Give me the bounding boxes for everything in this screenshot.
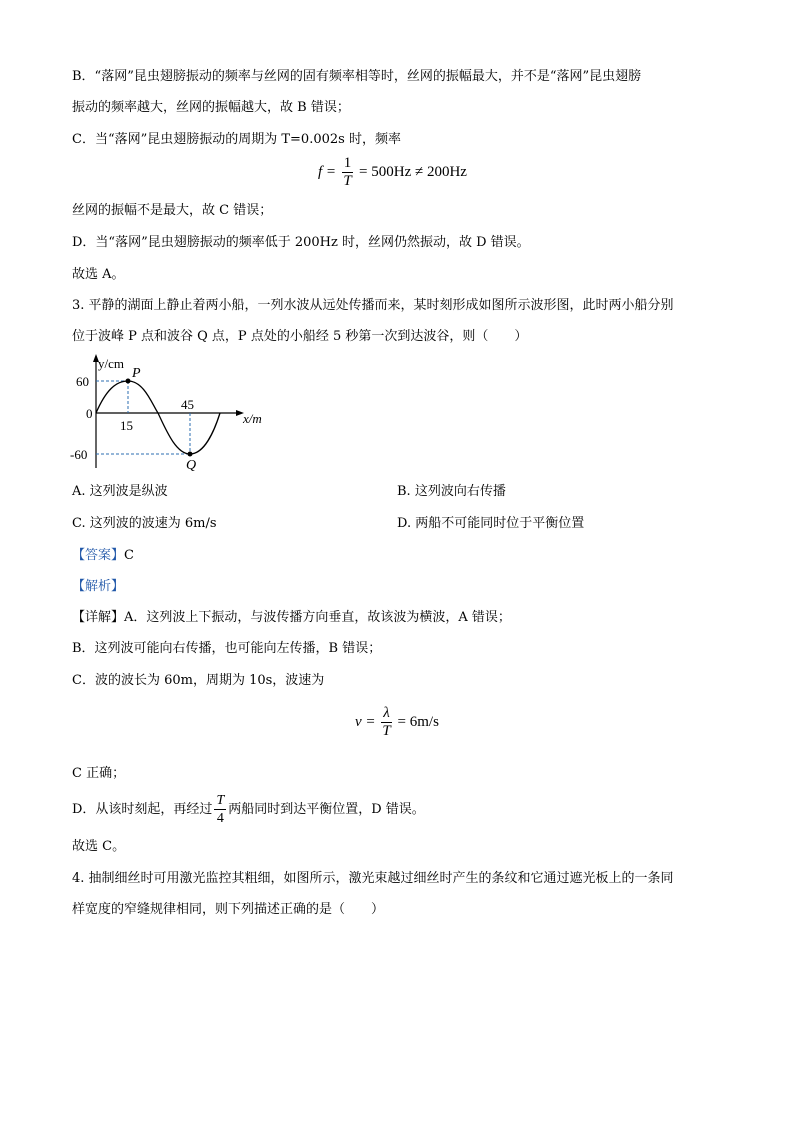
option-c: C. 这列波的波速为 6m/s bbox=[72, 516, 217, 531]
question-4-line1: 4. 抽制细丝时可用激光监控其粗细，如图所示，激光束越过细丝时产生的条纹和它通过遮光板上的一条同 bbox=[72, 871, 674, 886]
option-c-explanation-line2: 丝网的振幅不是最大，故 C 错误； bbox=[72, 203, 273, 218]
question-3-line1: 3. 平静的湖面上静止着两小船，一列水波从远处传播而来，某时刻形成如图所示波形图，此时两小船分别 bbox=[72, 298, 674, 313]
option-b: B. 这列波向右传播 bbox=[397, 484, 506, 499]
tick-label-15: 15 bbox=[120, 418, 133, 433]
formula-lhs: f = bbox=[318, 163, 337, 180]
option-d: D. 两船不可能同时位于平衡位置 bbox=[397, 516, 585, 531]
option-b-explanation-line2: 振动的频率越大，丝网的振幅越大，故 B 错误； bbox=[72, 100, 350, 115]
formula2-fraction bbox=[381, 705, 392, 740]
tick-label-0: 0 bbox=[86, 406, 93, 421]
detail-b-line: B．这列波可能向右传播，也可能向左传播，B 错误； bbox=[72, 641, 382, 656]
x-axis-label: x/m bbox=[243, 411, 262, 426]
tick-label-45: 45 bbox=[181, 397, 194, 412]
wave-speed-formula bbox=[355, 705, 439, 740]
question-4-line2: 样宽度的窄缝规律相同，则下列描述正确的是（ ） bbox=[72, 902, 385, 917]
choose-c-text: 故选 C。 bbox=[72, 839, 126, 854]
detail-d-suffix: 两船同时到达平衡位置，D 错误。 bbox=[228, 802, 425, 817]
detail-a-text: A．这列波上下振动，与波传播方向垂直，故该波为横波，A 错误； bbox=[124, 610, 511, 625]
y-axis-label: y/cm bbox=[98, 356, 124, 371]
option-a: A. 这列波是纵波 bbox=[72, 484, 168, 499]
tick-label-60: 60 bbox=[76, 374, 89, 389]
point-p-marker bbox=[126, 379, 131, 384]
option-b-explanation-line1: B．“落网”昆虫翅膀振动的频率与丝网的固有频率相等时，丝网的振幅最大，并不是“落网”昆虫翅膀 bbox=[72, 69, 642, 84]
formula-fraction bbox=[342, 155, 354, 190]
detail-d-fraction bbox=[214, 792, 226, 827]
choose-a-text: 故选 A。 bbox=[72, 267, 125, 282]
formula2-denominator: T bbox=[382, 723, 391, 739]
detail-tag: 【详解】 bbox=[72, 610, 125, 625]
detail-d-numerator: T bbox=[216, 793, 225, 808]
point-q-marker bbox=[188, 452, 193, 457]
option-d-explanation: D．当“落网”昆虫翅膀振动的频率低于 200Hz 时，丝网仍然振动，故 D 错误。 bbox=[72, 235, 530, 250]
formula2-lhs: v = bbox=[355, 713, 376, 730]
analysis-line bbox=[72, 578, 124, 596]
detail-a-line bbox=[72, 609, 511, 627]
answer-line bbox=[72, 547, 134, 565]
wave-graph bbox=[68, 350, 278, 475]
fraction-denominator: T bbox=[343, 173, 352, 189]
wave-curve bbox=[96, 381, 220, 454]
c-correct-line: C 正确； bbox=[72, 766, 126, 781]
detail-d-line bbox=[72, 792, 425, 827]
tick-label-neg60: -60 bbox=[70, 447, 88, 462]
point-p-label: P bbox=[132, 366, 141, 381]
detail-d-denominator: 4 bbox=[216, 811, 224, 826]
detail-d-prefix: D．从该时刻起，再经过 bbox=[72, 802, 213, 817]
question-3-line2: 位于波峰 P 点和波谷 Q 点，P 点处的小船经 5 秒第一次到达波谷，则（ ） bbox=[72, 329, 528, 344]
formula-rhs: = 500Hz ≠ 200Hz bbox=[359, 163, 467, 180]
point-q-label: Q bbox=[186, 458, 197, 473]
answer-tag: 【答案】 bbox=[72, 548, 125, 563]
answer-value: C bbox=[124, 548, 134, 563]
formula2-rhs: = 6m/s bbox=[397, 713, 439, 730]
analysis-tag: 【解析】 bbox=[72, 579, 125, 594]
option-c-explanation-line1: C．当“落网”昆虫翅膀振动的周期为 T=0.002s 时，频率 bbox=[72, 132, 401, 147]
formula2-numerator: λ bbox=[383, 705, 390, 721]
fraction-numerator: 1 bbox=[343, 155, 352, 171]
frequency-formula bbox=[318, 155, 467, 190]
detail-c-line: C．波的波长为 60m，周期为 10s，波速为 bbox=[72, 673, 325, 688]
